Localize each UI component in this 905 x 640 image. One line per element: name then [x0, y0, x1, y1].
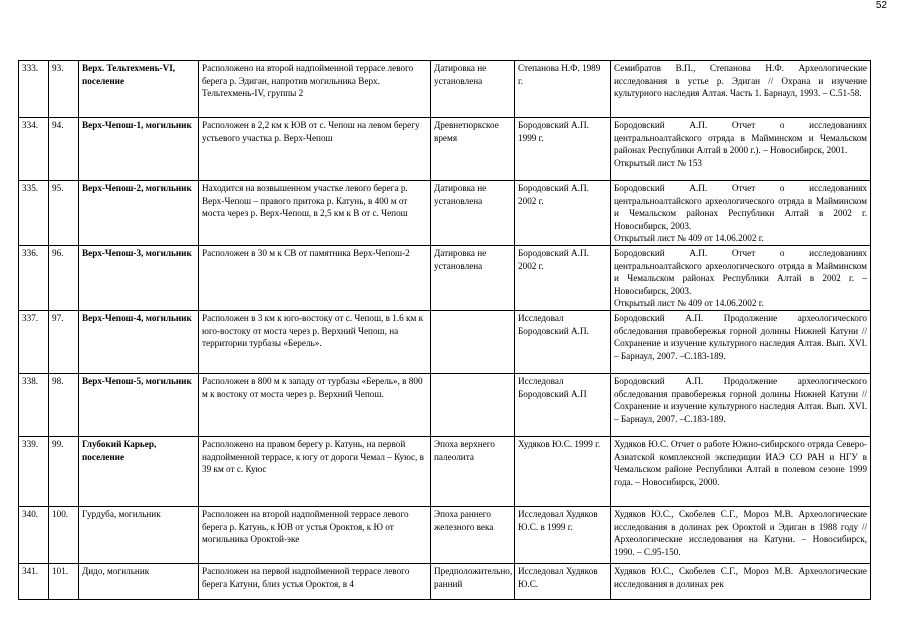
monument-literature: Бородовский А.П. Отчет о исследованиях центральноалтайского археологического отряда в Майминском и Чемальском районах Республики Алтай в 2002 г. – Новосибирск, 2003. Открытый лист № 409 от 14.06.2002 г. — [611, 245, 871, 310]
monument-name: Верх-Чепош-4, могильник — [79, 310, 199, 373]
monument-dating — [431, 310, 515, 373]
monument-researcher: Исследовал Худяков Ю.С. в 1999 г. — [515, 506, 611, 563]
monument-literature: Худяков Ю.С., Скобелев С.Г., Мороз М.В. Археологические исследования в долинах рек — [611, 563, 871, 599]
monuments-table — [18, 60, 871, 600]
monument-dating: Датировка не установлена — [431, 61, 515, 118]
monument-researcher: Худяков Ю.С. 1999 г. — [515, 436, 611, 506]
row-subnumber: 99. — [49, 436, 79, 506]
monument-name: Верх-Чепош-2, могильник — [79, 181, 199, 246]
permit-sheet: Открытый лист № 409 от 14.06.2002 г. — [614, 298, 764, 309]
monument-location: Расположен в 30 м к СВ от памятника Верх-Чепош-2 — [199, 245, 431, 310]
monument-name: Верх. Тельтехмень-VI, поселение — [79, 61, 199, 118]
table-row — [19, 563, 871, 599]
row-number: 338. — [19, 373, 49, 436]
monument-location: Расположен на второй надпойменной террасе левого берега р. Катунь, к ЮВ от устья Ороктоя, к Ю от могильника Ороктой-эке — [199, 506, 431, 563]
table-row — [19, 181, 871, 246]
monument-location: Расположен в 3 км к юго-востоку от с. Чепош, в 1.6 км к юго-востоку от моста через р. Верхний Чепош, на территории турбазы «Берель». — [199, 310, 431, 373]
monument-name: Верх-Чепош-5, могильник — [79, 373, 199, 436]
row-subnumber: 96. — [49, 245, 79, 310]
monument-name: Гурдуба, могильник — [79, 506, 199, 563]
page-number: 52 — [875, 0, 887, 11]
monument-dating: Датировка не установлена — [431, 181, 515, 246]
permit-sheet: Открытый лист № 409 от 14.06.2002 г. — [614, 233, 764, 244]
row-number: 335. — [19, 181, 49, 246]
table-row — [19, 506, 871, 563]
row-subnumber: 97. — [49, 310, 79, 373]
row-number: 336. — [19, 245, 49, 310]
monument-location: Расположен в 2,2 км к ЮВ от с. Чепош на левом берегу устьевого участка р. Верх-Чепош — [199, 118, 431, 181]
row-subnumber: 98. — [49, 373, 79, 436]
row-number: 334. — [19, 118, 49, 181]
monument-literature: Бородовский А.П. Продолжение археологического обследования правобережья горной долины Нижней Катуни // Сохранение и изучение культурного наследия Алтая. Вып. XVI. – Барнаул, 2007. –С.183-189. — [611, 373, 871, 436]
row-subnumber: 100. — [49, 506, 79, 563]
table-row — [19, 245, 871, 310]
monument-location: Расположено на второй надпойменной террасе левого берега р. Эдиган, напротив могильника Верх. Тельтехмень-IV, группы 2 — [199, 61, 431, 118]
row-number: 340. — [19, 506, 49, 563]
monument-location: Находится на возвышенном участке левого берега р. Верх-Чепош – правого притока р. Катунь, в 400 м от моста через р. Верх-Чепош, в 2,5 км к В от с. Чепош — [199, 181, 431, 246]
row-number: 339. — [19, 436, 49, 506]
monument-dating: Датировка не установлена — [431, 245, 515, 310]
row-subnumber: 93. — [49, 61, 79, 118]
monument-researcher: Бородовский А.П. 1999 г. — [515, 118, 611, 181]
monument-name: Дидо, могильник — [79, 563, 199, 599]
permit-sheet: Открытый лист № 153 — [614, 157, 703, 168]
monument-dating: Эпоха раннего железного века — [431, 506, 515, 563]
row-subnumber: 95. — [49, 181, 79, 246]
monument-dating: Эпоха верхнего палеолита — [431, 436, 515, 506]
monument-researcher: Исследовал Бородовский А.П. — [515, 310, 611, 373]
monument-location: Расположен на первой надпойменной террасе левого берега Катуни, близ устья Ороктоя, в 4 — [199, 563, 431, 599]
monument-researcher: Исследовал Бородовский А.П — [515, 373, 611, 436]
monument-literature: Бородовский А.П. Отчет о исследованиях центральноалтайского отряда в Майминском и Чемальском районах Республики Алтай в 2000 г.). – Новосибирск, 2001. Открытый лист № 153 — [611, 118, 871, 181]
table-row — [19, 373, 871, 436]
row-subnumber: 101. — [49, 563, 79, 599]
monument-dating: Предположительно, ранний — [431, 563, 515, 599]
row-number: 333. — [19, 61, 49, 118]
table-row — [19, 436, 871, 506]
monument-researcher: Бородовский А.П. 2002 г. — [515, 181, 611, 246]
monument-literature: Бородовский А.П. Продолжение археологического обследования правобережья горной долины Нижней Катуни // Сохранение и изучение культурного наследия Алтая. Вып. XVI. – Барнаул, 2007. –С.183-189. — [611, 310, 871, 373]
monument-location: Расположен в 800 м к западу от турбазы «Берель», в 800 м к востоку от моста через р. Верхний Чепош. — [199, 373, 431, 436]
monument-name: Глубокий Карьер, поселение — [79, 436, 199, 506]
monument-literature: Худяков Ю.С., Скобелев С.Г., Мороз М.В. Археологические исследования в долинах рек Ороктой и Эдиган в 1988 году // Археологические исследования на Катуни. – Новосибирск, 1990. – С.95-150. — [611, 506, 871, 563]
monument-researcher: Исследовал Худяков Ю.С. — [515, 563, 611, 599]
monument-researcher: Бородовский А.П. 2002 г. — [515, 245, 611, 310]
row-number: 337. — [19, 310, 49, 373]
monument-literature: Бородовский А.П. Отчет о исследованиях центральноалтайского археологического отряда в Майминском и Чемальском районах Республики Алтай в 2002 г. Новосибирск, 2003. Открытый лист № 409 от 14.06.2002 г. — [611, 181, 871, 246]
table-row — [19, 118, 871, 181]
table-row — [19, 310, 871, 373]
row-subnumber: 94. — [49, 118, 79, 181]
monument-dating — [431, 373, 515, 436]
monument-literature: Семибратов В.П., Степанова Н.Ф. Археологические исследования в устье р. Эдиган // Охрана и изучение культурного наследия Алтая. Часть 1. Барнаул, 1993. – С.51-58. — [611, 61, 871, 118]
monument-literature: Худяков Ю.С. Отчет о работе Южно-сибирского отряда Северо-Азиатской комплексной экспедиции ИАЭ СО РАН и НГУ в Чемальском районе Республики Алтай в полевом сезоне 1999 года. – Новосибирск, 2000. — [611, 436, 871, 506]
monument-dating: Древнетюркское время — [431, 118, 515, 181]
row-number: 341. — [19, 563, 49, 599]
monument-location: Расположено на правом берегу р. Катунь, на первой надпойменной террасе, к югу от дороги Чемал – Куюс, в 39 км от с. Куюс — [199, 436, 431, 506]
monument-researcher: Степанова Н.Ф. 1989 г. — [515, 61, 611, 118]
monument-name: Верх-Чепош-3, могильник — [79, 245, 199, 310]
monument-name: Верх-Чепош-1, могильник — [79, 118, 199, 181]
table-row — [19, 61, 871, 118]
